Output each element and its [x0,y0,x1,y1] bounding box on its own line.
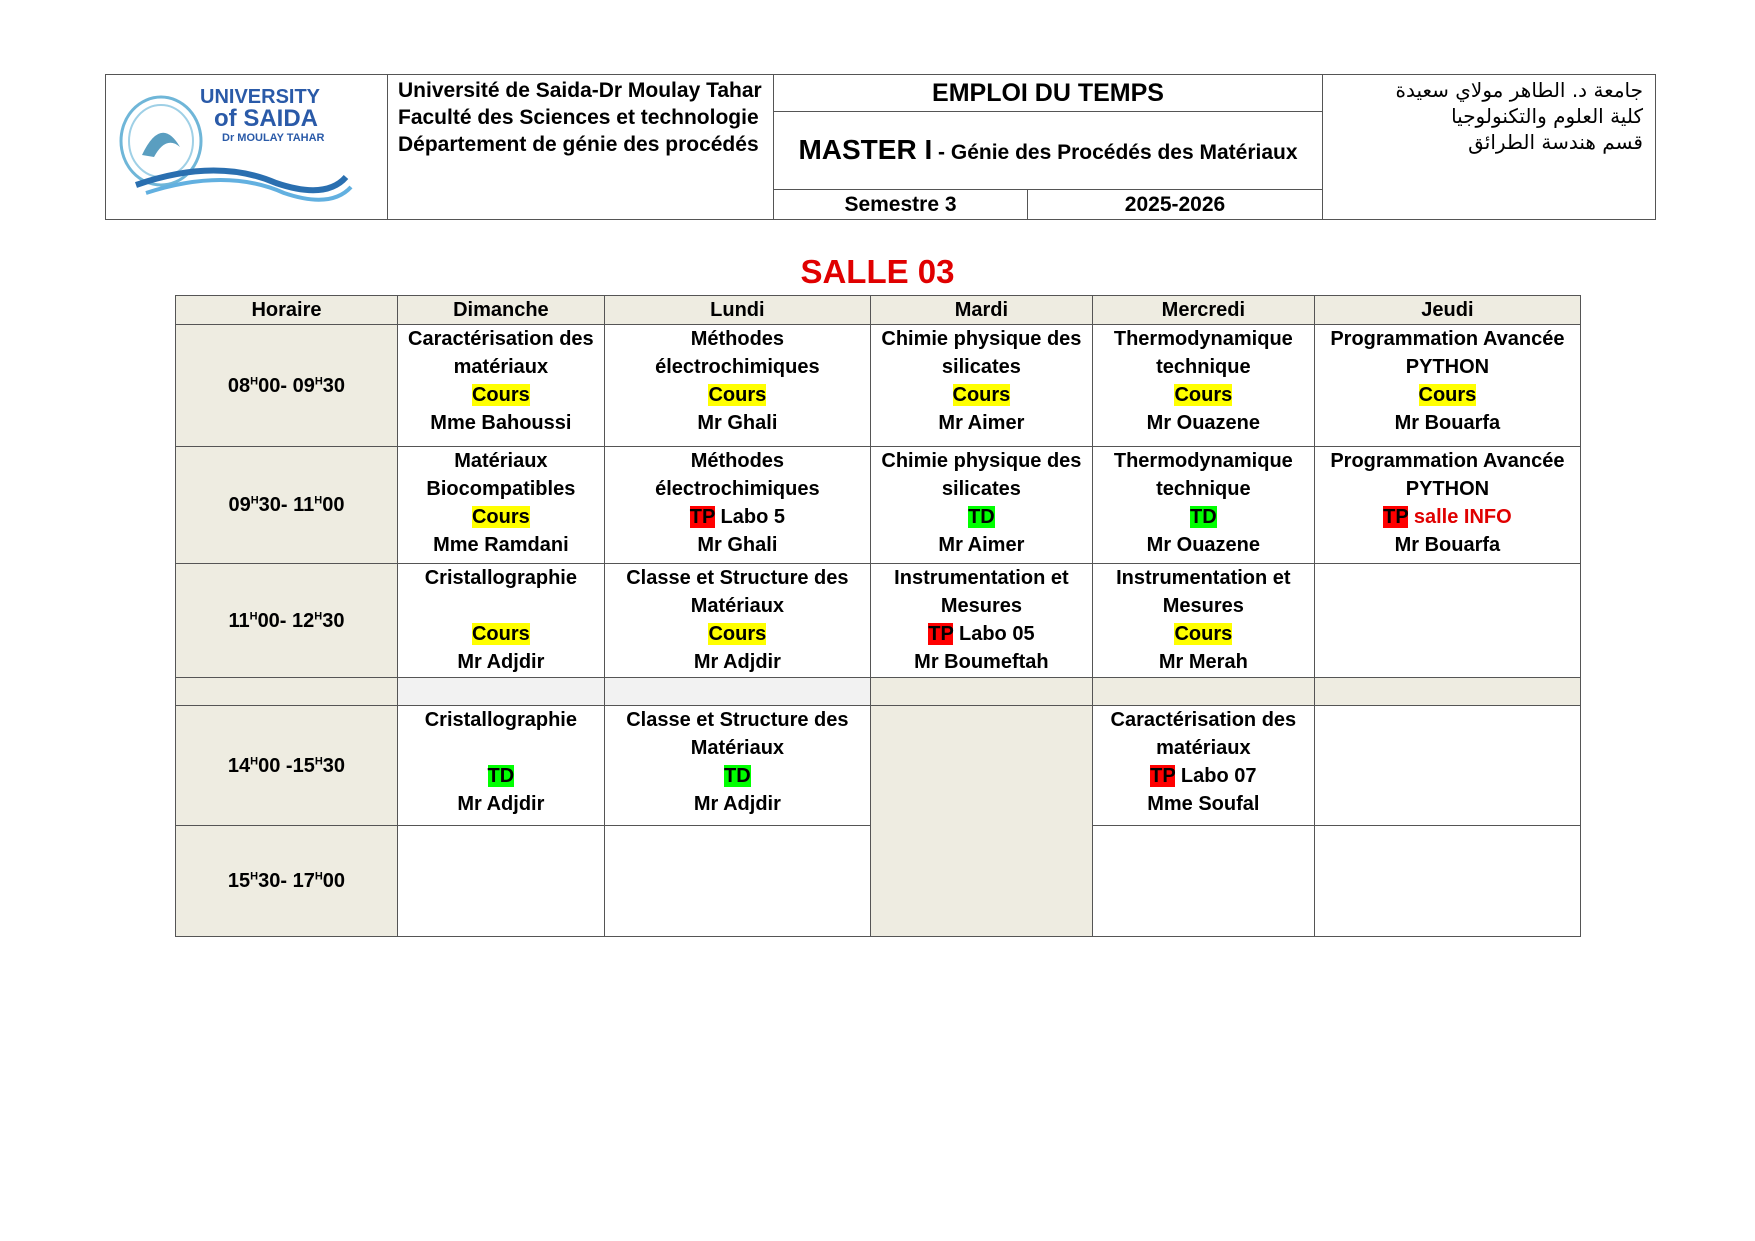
university-logo [106,75,387,219]
teacher: Mr Aimer [938,534,1025,556]
teacher: Mr Ouazene [1146,534,1261,556]
col-header-jeudi: Jeudi [1314,296,1580,325]
academic-year: 2025-2026 [1124,192,1226,216]
cours-badge: Cours [1418,384,1477,406]
td-badge: TD [1190,506,1217,528]
cours-badge: Cours [708,384,767,406]
teacher: Mme Bahoussi [430,412,572,434]
td-badge: TD [724,765,751,787]
master-rest: - Génie des Procédés des Matériaux [932,140,1298,164]
session-cell: Chimie physique des silicates Cours Mr Aimer [870,325,1092,447]
cours-badge: Cours [1174,384,1233,406]
session-cell: Programmation Avancée PYTHON TP salle INFO Mr Bouarfa [1314,447,1580,564]
cours-badge: Cours [952,384,1011,406]
tp-badge: TP [1150,765,1176,787]
teacher: Mr Merah [1158,651,1248,673]
logo-text-university: UNIVERSITY [200,86,321,108]
cours-badge: Cours [1174,623,1233,645]
time-slot: $09^H30-$ $11^H00$ [176,447,398,564]
session-cell: Méthodes électrochimiques TP Labo 5 Mr Ghali [604,447,870,564]
semester-row [774,190,1322,219]
emploi-title: EMPLOI DU TEMPS [774,75,1322,112]
empty-cell [1314,706,1580,826]
empty-cell [1092,678,1314,706]
arabic-department: قسم هندسة الطرائق [1468,130,1643,154]
empty-cell [176,678,398,706]
room-label: salle INFO [1408,506,1512,528]
empty-cell [604,678,870,706]
empty-cell [397,678,604,706]
header-row [176,296,1581,325]
title-block [774,75,1323,219]
session-cell: Matériaux Biocompatibles Cours Mme Ramdani [397,447,604,564]
tp-badge: TP [928,623,954,645]
col-header-mardi: Mardi [870,296,1092,325]
empty-cell [1314,826,1580,937]
empty-cell [870,678,1092,706]
university-name: Université de Saida-Dr Moulay Tahar [398,79,762,102]
empty-cell [1314,564,1580,678]
session-cell: Chimie physique des silicates TD Mr Aimer [870,447,1092,564]
break-row [176,678,1581,706]
arabic-university: جامعة د. الطاهر مولاي سعيدة [1395,78,1643,102]
program-title [774,112,1322,190]
room-label: Labo 07 [1175,765,1257,787]
arabic-faculty: كلية العلوم والتكنولوجيا [1451,104,1643,128]
teacher: Mr Bouarfa [1394,534,1501,556]
empty-cell [1092,826,1314,937]
td-badge: TD [487,765,515,787]
teacher: Mr Ghali [697,534,778,556]
room-label: Labo 5 [714,506,785,528]
cours-badge: Cours [708,623,767,645]
session-cell: Classe et Structure des Matériaux Cours Mr Adjdir [604,564,870,678]
session-cell: Caractérisation des matériaux Cours Mme Bahoussi [397,325,604,447]
session-cell: Instrumentation et Mesures Cours Mr Merah [1092,564,1314,678]
cours-badge: Cours [471,384,530,406]
teacher: Mr Adjdir [457,651,545,673]
time-slot: $14^H00$ $-15^H30$ [176,706,398,826]
teacher: Mme Ramdani [433,534,569,556]
cours-badge: Cours [471,506,530,528]
session-cell: Classe et Structure des Matériaux TD Mr Adjdir [604,706,870,826]
logo-cell [106,75,388,219]
time-slot: $15^H30-$ $17^H00$ [176,826,398,937]
col-header-mercredi: Mercredi [1092,296,1314,325]
teacher: Mr Adjdir [693,793,781,815]
session-cell: Méthodes électrochimiques Cours Mr Ghali [604,325,870,447]
document-header [105,74,1656,220]
table-row [176,706,1581,826]
logo-text-moulay: Dr MOULAY TAHAR [222,132,325,144]
session-cell: Thermodynamique technique TD Mr Ouazene [1092,447,1314,564]
session-cell: Thermodynamique technique Cours Mr Ouazene [1092,325,1314,447]
teacher: Mr Adjdir [693,651,781,673]
room-label: Labo 05 [953,623,1035,645]
col-header-horaire: Horaire [176,296,398,325]
tp-badge: TP [1383,506,1409,528]
university-info [388,75,774,219]
cours-badge: Cours [471,623,530,645]
session-cell: Programmation Avancée PYTHON Cours Mr Bouarfa [1314,325,1580,447]
session-cell: Cristallographie Cours Mr Adjdir [397,564,604,678]
teacher: Mr Aimer [938,412,1025,434]
tp-badge: TP [689,506,715,528]
semester-label: Semestre 3 [774,190,1028,219]
teacher: Mme Soufal [1147,793,1260,815]
master-prefix: MASTER I [798,133,933,165]
table-row [176,447,1581,564]
department-name: Département de génie des procédés [398,133,759,156]
session-cell: Caractérisation des matériaux TP Labo 07 Mme Soufal [1092,706,1314,826]
col-header-dimanche: Dimanche [397,296,604,325]
timetable [175,295,1581,937]
session-cell: Cristallographie TD Mr Adjdir [397,706,604,826]
teacher: Mr Adjdir [457,793,545,815]
teacher: Mr Ouazene [1146,412,1261,434]
table-row [176,325,1581,447]
arabic-info [1323,75,1655,219]
salle-title: SALLE 03 [800,253,955,290]
time-slot: $11^H00-$ $12^H30$ [176,564,398,678]
table-row [176,564,1581,678]
empty-cell [604,826,870,937]
teacher: Mr Ghali [697,412,778,434]
teacher: Mr Bouarfa [1394,412,1501,434]
teacher: Mr Boumeftah [914,651,1049,673]
session-cell: Instrumentation et Mesures TP Labo 05 Mr Boumeftah [870,564,1092,678]
faculty-name: Faculté des Sciences et technologie [398,106,759,129]
time-slot: $08^H00-$ $09^H30$ [176,325,398,447]
empty-cell [1314,678,1580,706]
logo-text-saida: of SAIDA [214,105,318,132]
empty-cell [397,826,604,937]
td-badge: TD [968,506,995,528]
empty-cell [870,706,1092,937]
col-header-lundi: Lundi [604,296,870,325]
